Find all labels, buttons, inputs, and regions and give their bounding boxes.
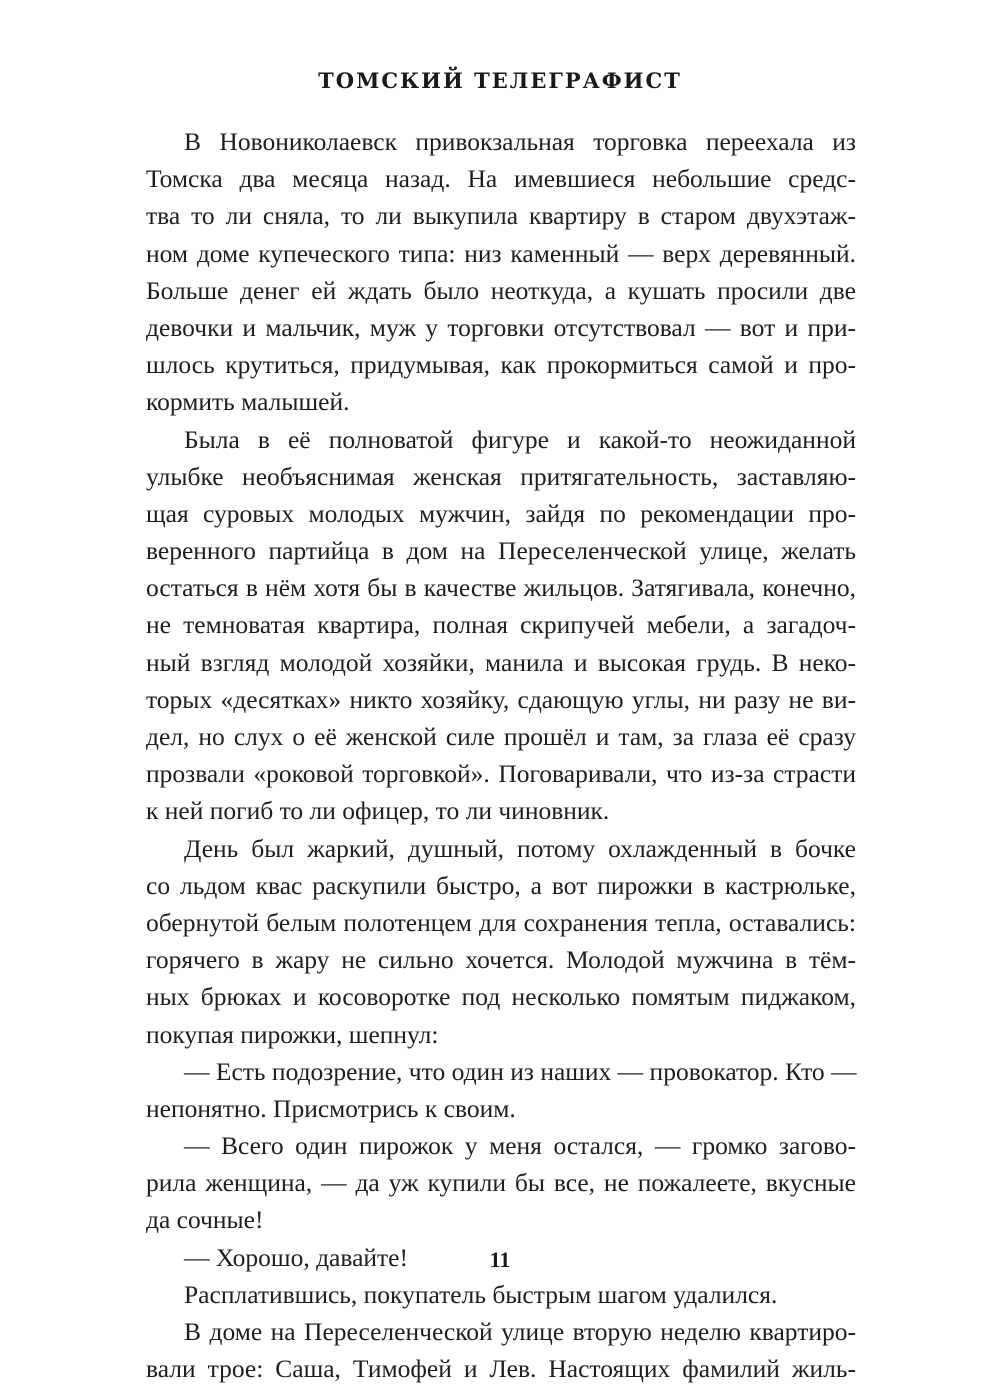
text-line: ных брюках и косоворотке под несколько помятым пиджаком, bbox=[146, 982, 856, 1012]
text-line: остаться в нём хотя бы в качестве жильцов. Затягивала, конечно, bbox=[146, 573, 856, 603]
text-line: горячего в жару не сильно хочется. Молодой мужчина в тём- bbox=[146, 945, 856, 975]
text-line: покупая пирожки, шепнул: bbox=[146, 1019, 439, 1049]
text-line: дел, но слух о её женской силе прошёл и там, за глаза её сразу bbox=[146, 722, 856, 751]
text-line: прозвали «роковой торговкой». Поговаривали, что из-за страсти bbox=[146, 759, 856, 789]
text-line: Расплатившись, покупатель быстрым шагом удалился. bbox=[184, 1279, 778, 1309]
text-line: вали трое: Саша, Тимофей и Лев. Настоящих фамилий жиль- bbox=[146, 1354, 856, 1384]
text-line: к ней погиб то ли офицер, то ли чиновник. bbox=[146, 796, 610, 826]
running-title: ТОМСКИЙ ТЕЛЕГРАФИСТ bbox=[318, 68, 682, 93]
text-line: тва то ли сняла, то ли выкупила квартиру в старом двухэтаж- bbox=[146, 201, 856, 231]
text-line: — Есть подозрение, что один из наших — провокатор. Кто — bbox=[184, 1056, 857, 1086]
body-text bbox=[146, 123, 856, 1387]
text-line: не темноватая квартира, полная скрипучей мебели, а загадоч- bbox=[146, 610, 856, 640]
text-line: да сочные! bbox=[146, 1205, 264, 1235]
text-line: шлось крутиться, придумывая, как прокормиться самой и про- bbox=[146, 350, 856, 380]
text-line: кормить малышей. bbox=[146, 387, 350, 417]
text-line: Томска два месяца назад. На имевшиеся небольшие средс- bbox=[146, 164, 856, 194]
text-line: щая суровых молодых мужчин, зайдя по рекомендации про- bbox=[146, 498, 856, 528]
text-line: торых «десятках» никто хозяйку, сдающую углы, ни разу не ви- bbox=[146, 684, 856, 714]
text-line: рила женщина, — да уж купили бы все, не пожалеете, вкусные bbox=[146, 1168, 856, 1198]
text-line: непонятно. Присмотрись к своим. bbox=[146, 1093, 516, 1123]
text-line: Больше денег ей ждать было неоткуда, а кушать просили две bbox=[146, 275, 856, 305]
text-line: В Новониколаевск привокзальная торговка переехала из bbox=[184, 127, 856, 156]
text-line: улыбке необъяснимая женская притягательность, заставляю- bbox=[146, 461, 856, 491]
text-line: со льдом квас раскупили быстро, а вот пирожки в кастрюльке, bbox=[146, 870, 856, 900]
text-line: обернутой белым полотенцем для сохранения тепла, оставались: bbox=[146, 907, 856, 937]
text-line: Была в её полноватой фигуре и какой-то неожиданной bbox=[184, 424, 856, 454]
text-line: ный взгляд молодой хозяйки, манила и высокая грудь. В неко- bbox=[146, 647, 856, 677]
text-line: ном доме купеческого типа: низ каменный — верх деревянный. bbox=[146, 238, 856, 268]
text-line: — Всего один пирожок у меня остался, — громко загово- bbox=[184, 1131, 856, 1161]
text-line: — Хорошо, давайте! bbox=[184, 1242, 408, 1272]
text-line: В доме на Переселенческой улице вторую неделю квартиро- bbox=[184, 1317, 856, 1346]
page-number: 11 bbox=[489, 1247, 511, 1272]
text-line: веренного партийца в дом на Переселенческой улице, желать bbox=[146, 536, 856, 566]
text-line: День был жаркий, душный, потому охлажденный в бочке bbox=[184, 833, 856, 863]
text-line: девочки и мальчик, муж у торговки отсутствовал — вот и при- bbox=[146, 312, 856, 342]
